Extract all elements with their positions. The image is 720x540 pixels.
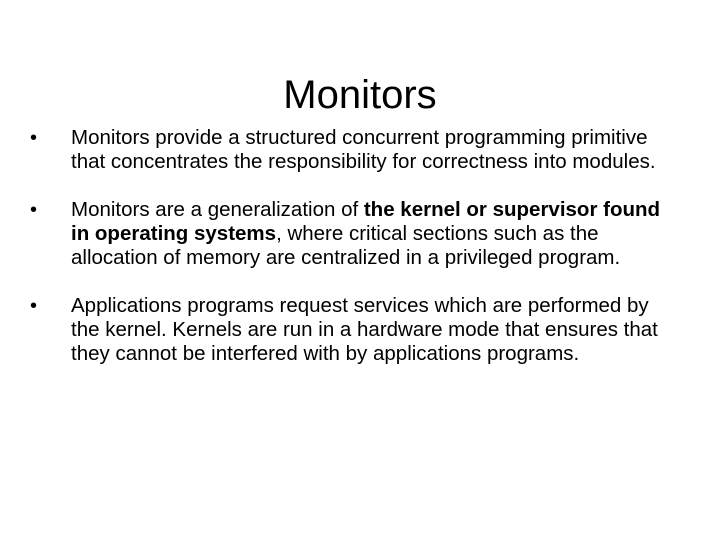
- bullet-icon: •: [30, 199, 38, 221]
- bullet-text-2-pre: Monitors are a generalization of: [71, 198, 364, 221]
- slide-title: Monitors: [283, 72, 437, 117]
- bullet-item-3: [30, 294, 680, 366]
- bullet-text-1: Monitors provide a structured concurrent programming primitive that concentrates the responsibility for correctness into modules.: [71, 126, 656, 173]
- bullet-icon: •: [30, 127, 38, 149]
- bullet-item-1: [30, 126, 680, 174]
- bullet-list: [30, 126, 680, 366]
- bullet-text-2-post: , where critical sections such as the allocation of memory are centralized in a privileged program.: [71, 222, 621, 269]
- bullet-text-2-bold: the kernel or supervisor found in operating systems: [71, 198, 661, 245]
- bullet-icon: •: [30, 295, 38, 317]
- bullet-item-2: [30, 198, 680, 270]
- bullet-text-3: Applications programs request services which are performed by the kernel. Kernels are run in a hardware mode that ensures that they cannot be interfered with by applications programs.: [71, 294, 658, 365]
